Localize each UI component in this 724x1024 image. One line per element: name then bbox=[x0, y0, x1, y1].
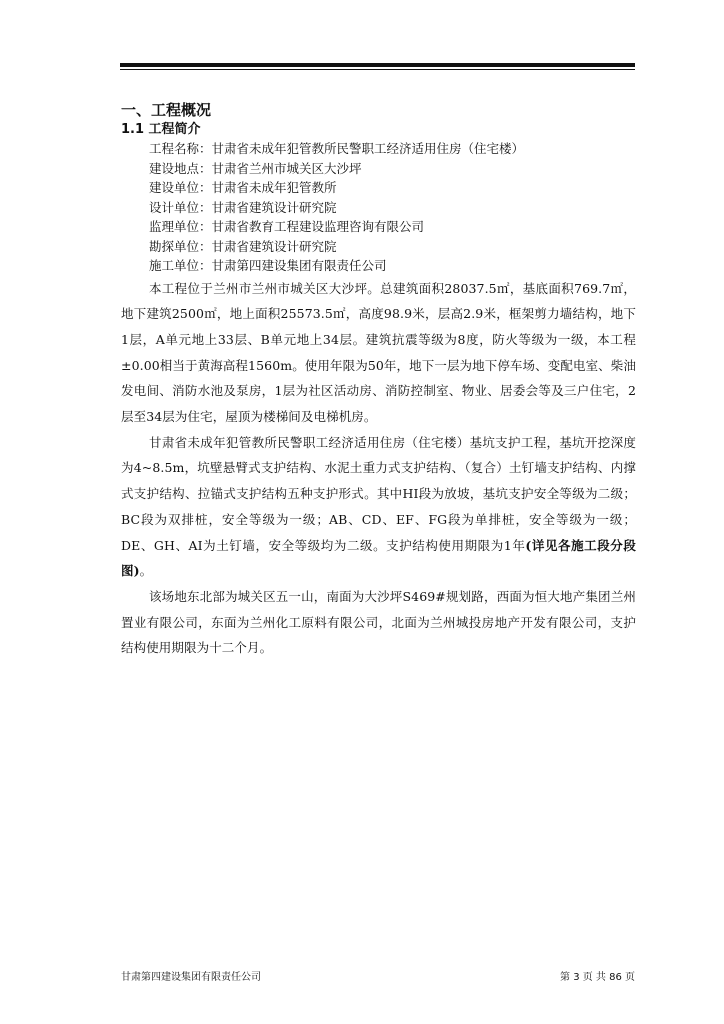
document-body bbox=[121, 100, 636, 661]
supervisor-line: 监理单位：甘肃省教育工程建设监理咨询有限公司 bbox=[149, 219, 425, 234]
section-heading: 一、工程概况 bbox=[121, 101, 212, 119]
footer-page-number: 第 3 页 共 86 页 bbox=[560, 972, 635, 983]
designer-line: 设计单位：甘肃省建筑设计研究院 bbox=[149, 199, 337, 215]
paragraph-support bbox=[121, 430, 636, 584]
surveyor-line: 勘探单位：甘肃省建筑设计研究院 bbox=[149, 238, 337, 254]
paragraph-support-reference: (详见各施工段分段图) bbox=[121, 537, 636, 579]
header-rule-thick bbox=[120, 63, 635, 67]
paragraph-support-text: 甘肃省未成年犯管教所民警职工经济适用住房（住宅楼）基坑支护工程，基坑开挖深度为4~8.5m，坑壁悬臂式支护结构、水泥土重力式支护结构、（复合）土钉墙支护结构、内撑式支护结构、拉锚式支护结构五种支护形式。其中HI段为放坡，基坑支护安全等级为二级；BC段为双排桩，安全等级为一级；AB、CD、EF、FG段为单排桩，安全等级为一级；DE、GH、AI为土钉墙，安全等级均为二级。支护结构使用期限为1年 bbox=[121, 434, 636, 553]
header-rule-thin bbox=[120, 69, 635, 70]
contractor-line: 施工单位：甘肃第四建设集团有限责任公司 bbox=[149, 258, 387, 273]
construction-site-line: 建设地点：甘肃省兰州市城关区大沙坪 bbox=[149, 160, 362, 176]
paragraph-support-end: 。 bbox=[139, 563, 153, 579]
project-info-list bbox=[121, 139, 636, 276]
subsection-heading: 1.1 工程简介 bbox=[121, 122, 201, 137]
paragraph-overview: 本工程位于兰州市兰州市城关区大沙坪。总建筑面积28037.5㎡，基底面积769.7㎡，地下建筑2500㎡，地上面积25573.5㎡，高度98.9米，层高2.9米，框架剪力墙结构，地下1层，A单元地上33层、B单元地上34层。建筑抗震等级为8度，防火等级为一级，本工程±0.00相当于黄海高程1560m。使用年限为50年，地下一层为地下停车场、变配电室、柴油发电间、消防水池及泵房，1层为社区活动房、消防控制室、物业、居委会等及三户住宅，2层至34层为住宅，屋顶为楼梯间及电梯机房。 bbox=[121, 280, 636, 425]
project-name-line: 工程名称：甘肃省未成年犯管教所民警职工经济适用住房（住宅楼） bbox=[149, 141, 525, 156]
owner-line: 建设单位：甘肃省未成年犯管教所 bbox=[149, 180, 337, 195]
paragraph-surroundings: 该场地东北部为城关区五一山，南面为大沙坪S469#规划路，西面为恒大地产集团兰州置业有限公司，东面为兰州化工原料有限公司，北面为兰州城投房地产开发有限公司，支护结构使用期限为十二个月。 bbox=[121, 588, 636, 656]
footer-company: 甘肃第四建设集团有限责任公司 bbox=[121, 972, 261, 983]
